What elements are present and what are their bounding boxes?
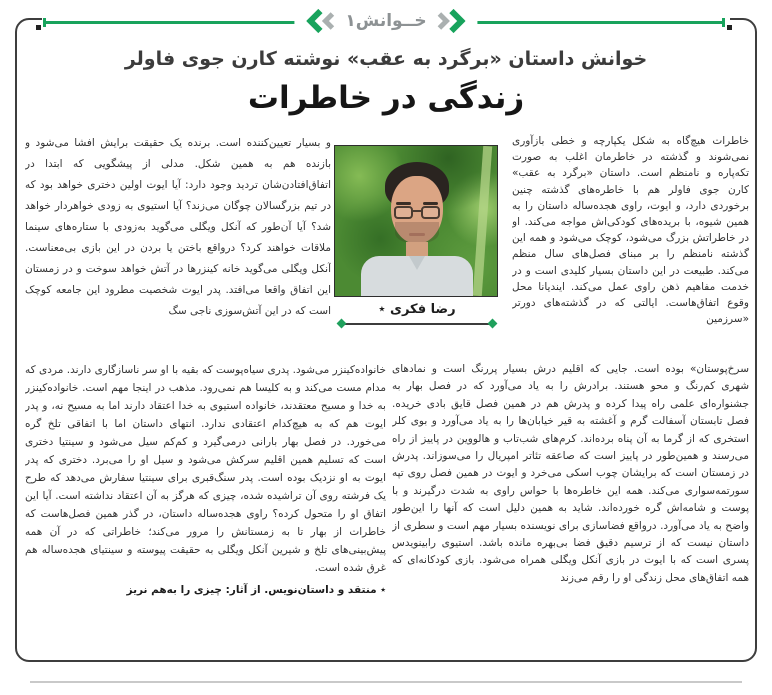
section-banner (294, 4, 477, 38)
portrait-photo (334, 145, 498, 297)
banner-label: خــوانش۱ (345, 11, 427, 31)
photo-glasses-bridge (413, 210, 421, 212)
photo-eyebrow (423, 202, 438, 205)
rule-end-dot-right (727, 25, 732, 30)
author-photo-block (334, 145, 500, 325)
left-column-top-text: و بسیار تعیین‌کننده است. برنده یک حقیقت برایش افشا می‌شود و بازنده هم به همین شکل. مدلی از پیشگویی که ابتدا در اتفاق‌افتادن‌شان تردید وجود دارد: آیا ایوت اولین دختری خواهد بود که در تیم بزرگسالان چوگان می‌زند؟ آیا استیوی به زودی خواهردار خواهد شد؟ آیا آن‌طور که آنکل ویگلی می‌گوید به‌زودی با ستاره‌های سینما ملاقات خواهند کرد؟ درواقع باختن یا بردن در این بازی بی‌معناست. آنکل ویگلی می‌گوید خانه کینزرها در آتش خواهد سوخت و در زمستان این اتفاق واقعا می‌افتد. پدر ایوت شخصیت مطرود این جامعه کوچک است که در این آتش‌سوزی ناجی سگ (25, 137, 331, 317)
photo-shirt (361, 256, 473, 297)
caption-rule (342, 323, 492, 325)
page-shadow-line (30, 681, 742, 683)
banner-chevron-right-icon (436, 7, 466, 35)
right-column-top-text: خاطرات هیچ‌گاه به شکل یکپارچه و خطی بازآوری نمی‌شوند و گذشته در خاطرمان اغلب به صورت تکه‌پاره و نامنظم است. داستان «برگرد به عقب» کارن جوی فاولر هم با خاطره‌های گذشته چنین برخوردی دارد، و ایوت، راوی هجده‌ساله داستان را به همین شیوه، با بریده‌های کودکی‌اش مواجه می‌کند. او در خاطراتش بزرگ می‌شود، کوچک می‌شود و همه این گذشته نامنظم را بر مبنای فصل‌های سال منظم می‌کند. طبیعت در این داستان بسیار کلیدی است و در خدمت مفاهیم ذهن راوی عمل می‌کند. ایندیانا محل وقوع اتفاق‌هاست. ایالتی که در گذشته‌های دورتر «سرزمین (512, 135, 749, 326)
article-kicker: خوانش داستان «برگرد به عقب» نوشته کارن جوی فاولر (124, 48, 648, 70)
left-column-bottom-text: خانواده‌کینزر می‌شود. پدری سیاه‌پوست که بقیه با او سر ناسازگاری دارند. مردی که مدام مست می‌کند و به کلیسا هم نمی‌رود. مذهب در اینجا مهم است. خانواده‌کینزر به خدا و مسیح معتقدند، خانواده استیوی به خدا اعتقاد دارند اما به مسیح نه، و پدر ایوت هم که به هیچ‌کدام اعتقادی ندارد. انتهای داستان اما با اتفاقی تلخ گره می‌خورد. در فصل بهار بارانی درمی‌گیرد و کم‌کم سیل می‌شود و سینتیا دختری است که تسلیم همین اقلیم سرکش می‌شود و سیل او را می‌برد. دختری که پدر ایوت به او نزدیک بوده است. پدر سنگ‌قبری برای سینتیا سفارش می‌دهد که طرح یک فرشته روی آن تراشیده شده، چیزی که هرگز به آن اعتقاد نداشته است. آیا این اتفاق او را متحول کرده؟ راوی هجده‌ساله داستان، در گذر همین فصل‌هاست که خاطرات از بهار تا به زمستانش را مرور می‌کند؛ خاطراتی که در آن همه پیش‌بینی‌های تلخ و شیرین آنکل ویگلی به حقیقت پیوسته و سینتیای هجده‌ساله هم غرق شده است. (25, 364, 386, 574)
photo-caption: رضا فکری ٭ (378, 302, 456, 317)
photo-collar (409, 256, 425, 270)
left-column-bottom-block (25, 361, 386, 654)
banner-chevron-left-icon (306, 7, 336, 35)
rule-end-dot-left (36, 25, 41, 30)
photo-mouth (409, 233, 425, 236)
right-column-bottom-text: سرخ‌پوستان» بوده است. جایی که اقلیم درش بسیار پررنگ است و نمادهای شهری کم‌رنگ و محو هستند. برادرش را به یاد می‌آورد که در فصل بهار به جشنواره‌ای علمی راه پیدا کرده و پدرش هم در همین فصل قایق بادی خریده. فصل تابستان آسفالت گرم و آغشته به قیر خیابان‌ها را به یاد می‌آورد و بوی کلر استخری که از گرما به آن پناه برده‌اند. کرم‌های شب‌تاب و هالووین در پاییز از راه می‌رسند و همین‌طور در پاییز است که صاعقه تئاتر امپریال را می‌سوزاند. پدرش در زمستان است که برایشان چوب اسکی می‌خرد و ایوت در همین فصل روی تپه سورتمه‌سواری می‌کند. همه این خاطره‌ها با حواس راوی به شدت درگیرند و با پوست و شامه‌اش گره خورده‌اند. شاید به همین دلیل است که آنها را این‌طور واضح به یاد می‌آورد. درواقع فضاسازی برای نویسنده بسیار مهم است و سطری از داستان نیست که از ترسیم دقیق فضا بی‌بهره مانده باشد. استیوی رابینویدس پسری است که با ایوت در بازی آنکل ویگلی همراه می‌شود. بازی کودکانه‌ای که همه اتفاق‌های محل زندگی او را رقم می‌زند (392, 363, 749, 584)
photo-eyebrow (396, 202, 411, 205)
author-footnote: ٭ منتقد و داستان‌نویس. از آثار: چیزی را به‌هم نریز (126, 584, 386, 596)
photo-glasses-lens (394, 206, 413, 219)
article-headline: زندگی در خاطرات (247, 80, 525, 116)
photo-foliage-stalk (473, 146, 492, 296)
photo-glasses-lens (421, 206, 440, 219)
